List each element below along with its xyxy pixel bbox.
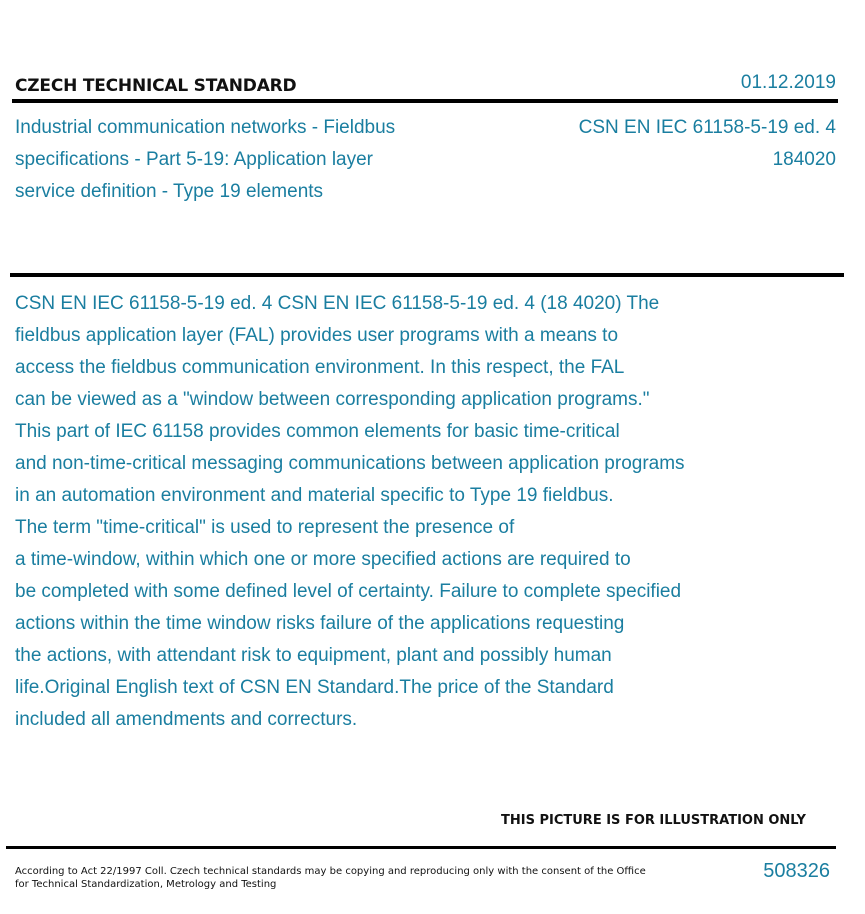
annotation-line: can be viewed as a "window between corresponding application programs." [15, 389, 650, 410]
footer-divider [6, 846, 836, 849]
annotation-line: and non-time-critical messaging communications between application programs [15, 453, 685, 474]
annotation-line: access the fieldbus communication environment. In this respect, the FAL [15, 357, 625, 378]
legal-notice-line: According to Act 22/1997 Coll. Czech technical standards may be copying and reproducing only with the consent of the Office [15, 866, 646, 877]
annotation-line: CSN EN IEC 61158-5-19 ed. 4 CSN EN IEC 61158-5-19 ed. 4 (18 4020) The [15, 293, 660, 314]
annotation-line: life.Original English text of CSN EN Standard.The price of the Standard [15, 677, 614, 698]
annotation-line: included all amendments and correcturs. [15, 709, 358, 730]
annotation-line: The term "time-critical" is used to represent the presence of [15, 517, 515, 538]
annotation-line: in an automation environment and material specific to Type 19 fieldbus. [15, 485, 614, 506]
annotation-text [15, 288, 835, 736]
classification-code: 184020 [772, 149, 836, 170]
annotation-line: fieldbus application layer (FAL) provides user programs with a means to [15, 325, 619, 346]
legal-notice-line: for Technical Standardization, Metrology and Testing [15, 879, 277, 890]
standard-designation: CSN EN IEC 61158-5-19 ed. 4 [578, 117, 836, 138]
standard-title-line: specifications - Part 5-19: Application layer [15, 149, 374, 170]
title-divider [10, 273, 844, 277]
annotation-line: actions within the time window risks failure of the applications requesting [15, 613, 625, 634]
document-heading: CZECH TECHNICAL STANDARD [15, 76, 297, 96]
annotation-line: This part of IEC 61158 provides common elements for basic time-critical [15, 421, 620, 442]
legal-notice [15, 865, 646, 891]
annotation-line: the actions, with attendant risk to equipment, plant and possibly human [15, 645, 612, 666]
issue-date: 01.12.2019 [740, 72, 836, 93]
document-number: 508326 [763, 860, 830, 882]
annotation-line: be completed with some defined level of certainty. Failure to complete specified [15, 581, 682, 602]
illustration-disclaimer: THIS PICTURE IS FOR ILLUSTRATION ONLY [501, 813, 806, 828]
standard-title-line: service definition - Type 19 elements [15, 181, 324, 202]
annotation-line: a time-window, within which one or more specified actions are required to [15, 549, 631, 570]
standard-title-line: Industrial communication networks - Fieldbus [15, 117, 396, 138]
header-divider [12, 99, 838, 103]
